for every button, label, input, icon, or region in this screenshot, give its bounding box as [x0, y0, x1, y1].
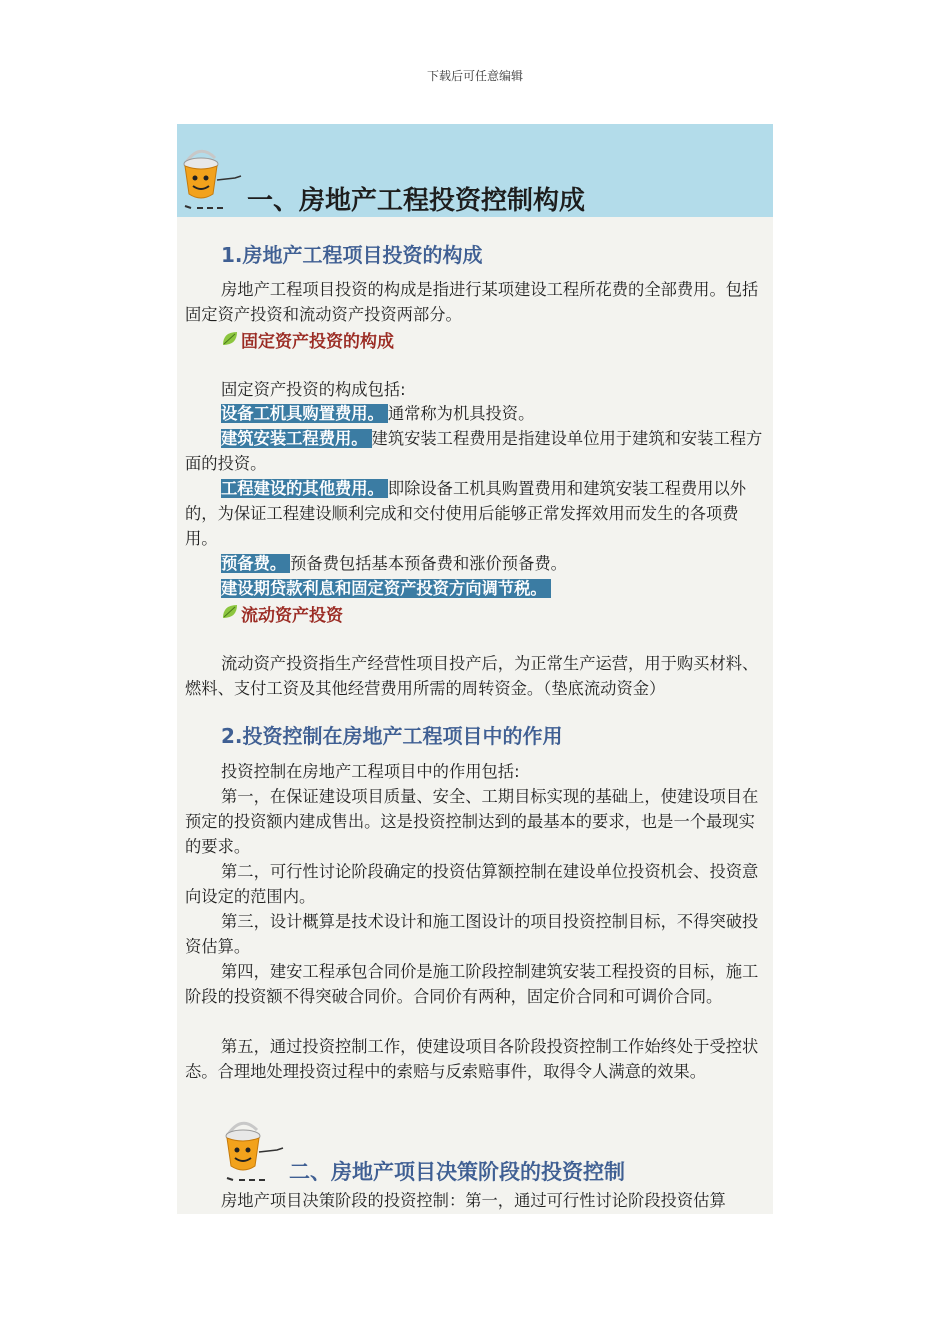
s2-lead: 投资控制在房地产工程项目中的作用包括: — [221, 762, 520, 781]
s2-para-4: 第四，建安工程承包合同价是施工阶段控制建筑安装工程投资的目标，施工阶段的投资额不得突破合同价。合同价有两种，固定价合同和可调价合同。 — [185, 962, 759, 1006]
fixed-item-4-label: 预备费。 — [221, 554, 290, 573]
s1-intro: 房地产工程项目投资的构成是指进行某项建设工程所花费的全部费用。包括固定资产投资和流动资产投资两部分。 — [185, 280, 759, 324]
current-assets-heading: 流动资产投资 — [241, 606, 343, 626]
s2-para-3: 第三，设计概算是技术设计和施工图设计的项目投资控制目标，不得突破投资估算。 — [185, 912, 759, 956]
fixed-item-2-text: 建筑安装工程费用是指建设单位用于建筑和安装工程方面的投资。 — [185, 429, 763, 473]
current-assets-text: 流动资产投资指生产经营性项目投产后，为正常生产运营，用于购买材料、燃料、支付工资及其他经营费用所需的周转资金。（垫底流动资金） — [185, 654, 759, 698]
fixed-item-2-label: 建筑安装工程费用。 — [221, 429, 372, 448]
bucket-mascot-icon — [177, 142, 249, 214]
fixed-item-4 — [221, 551, 567, 576]
leaf-icon — [221, 330, 239, 347]
fixed-item-5-label: 建设期贷款利息和固定资产投资方向调节税。 — [221, 579, 551, 598]
section-3-title: 二、房地产项目决策阶段的投资控制 — [289, 1160, 625, 1184]
fixed-item-3 — [185, 476, 769, 551]
fixed-item-1 — [221, 401, 534, 426]
fixed-item-1-label: 设备工机具购置费用。 — [221, 404, 388, 423]
banner-title: 一、房地产工程投资控制构成 — [247, 186, 586, 216]
section-2-title: 2.投资控制在房地产工程项目中的作用 — [221, 724, 563, 748]
s3-text: 房地产项目决策阶段的投资控制：第一，通过可行性讨论阶段投资估算 — [221, 1191, 726, 1210]
leaf-icon — [221, 603, 239, 620]
fixed-item-1-text: 通常称为机具投资。 — [387, 404, 535, 423]
fixed-item-3-label: 工程建设的其他费用。 — [221, 479, 388, 498]
fixed-assets-heading: 固定资产投资的构成 — [241, 332, 394, 352]
fixed-item-5 — [221, 576, 551, 601]
s2-para-5: 第五，通过投资控制工作，使建设项目各阶段投资控制工作始终处于受控状态。合理地处理投资过程中的索赔与反索赔事件，取得令人满意的效果。 — [185, 1037, 759, 1081]
fixed-assets-lead: 固定资产投资的构成包括: — [221, 380, 406, 399]
bucket-mascot-icon — [219, 1114, 291, 1186]
section-banner — [177, 124, 773, 217]
s2-para-2: 第二，可行性讨论阶段确定的投资估算额控制在建设单位投资机会、投资意向设定的范围内。 — [185, 862, 759, 906]
content-panel — [177, 124, 773, 1214]
s2-para-1: 第一，在保证建设项目质量、安全、工期目标实现的基础上，使建设项目在预定的投资额内建成售出。这是投资控制达到的最基本的要求，也是一个最现实的要求。 — [185, 787, 759, 856]
fixed-item-4-text: 预备费包括基本预备费和涨价预备费。 — [290, 554, 567, 573]
fixed-item-2 — [185, 426, 769, 476]
header-note: 下载后可任意编辑 — [426, 69, 523, 83]
section-1-title: 1.房地产工程项目投资的构成 — [221, 243, 483, 267]
fixed-item-3-text: 即除设备工机具购置费用和建筑安装工程费用以外的，为保证工程建设顺利完成和交付使用后能够正常发挥效用而发生的各项费用。 — [185, 479, 747, 548]
